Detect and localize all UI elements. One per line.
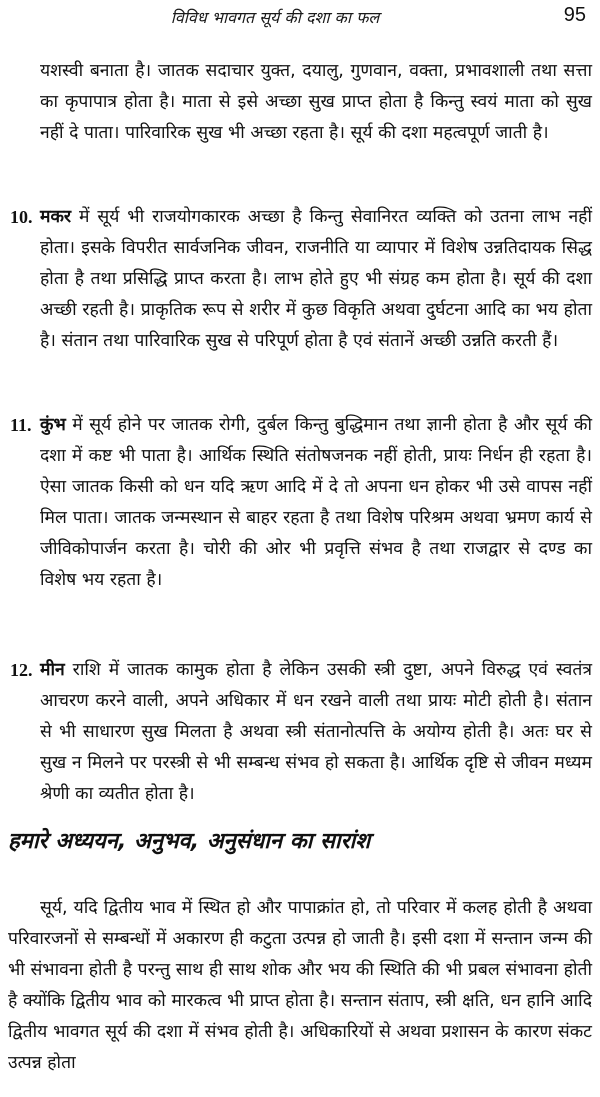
- item-number: 10.: [10, 207, 33, 227]
- item-keyword: कुंभ: [40, 415, 66, 435]
- item-keyword: मीन: [40, 660, 65, 680]
- section-heading: हमारे अध्ययन, अनुभव, अनुसंधान का सारांश: [8, 829, 371, 854]
- item-number: 12.: [10, 660, 33, 680]
- continuation-paragraph: यशस्वी बनाता है। जातक सदाचार युक्त, दयालु, गुणवान, वक्ता, प्रभावशाली तथा सत्ता का कृपापात्र होता है। माता से इसे अच्छा सुख प्राप्त होता है किन्तु स्वयं माता को सुख नहीं दे पाता। पारिवारिक सुख भी अच्छा रहता है। सूर्य की दशा महत्वपूर्ण जाती है।: [40, 61, 592, 143]
- item-number: 11.: [10, 415, 32, 435]
- running-title: विविध भावगत सूर्य की दशा का फल: [170, 8, 380, 27]
- item-body: [40, 655, 592, 810]
- running-header: [0, 2, 600, 32]
- item-text: में सूर्य भी राजयोगकारक अच्छा है किन्तु सेवानिरत व्यक्ति को उतना लाभ नहीं होता। इसके विपरीत सार्वजनिक जीवन, राजनीति या व्यापार में विशेष उन्नतिदायक सिद्ध होता है तथा प्रसिद्धि प्राप्त करता है। लाभ होते हुए भी संग्रह कम होता है। सूर्य की दशा अच्छी रहती है। प्राकृतिक रूप से शरीर में कुछ विकृति अथवा दुर्घटना आदि का भय होता है। संतान तथा पारिवारिक सुख से परिपूर्ण होता है एवं संतानें अच्छी उन्नति करती हैं।: [40, 207, 592, 351]
- item-text: राशि में जातक कामुक होता है लेकिन उसकी स्त्री दुष्टा, अपने विरुद्ध एवं स्वतंत्र आचरण करने वाली, अपने अधिकार में धन रखने वाली तथा प्रायः मोटी होती है। संतान से भी साधारण सुख मिलता है अथवा स्त्री संतानोत्पत्ति के अयोग्य होती है। अतः घर से सुख न मिलने पर परस्त्री से भी सम्बन्ध संभव हो सकता है। आर्थिक दृष्टि से जीवन मध्यम श्रेणी का व्यतीत होता है।: [40, 660, 592, 804]
- page-number: 95: [563, 4, 586, 26]
- summary-paragraph: सूर्य, यदि द्वितीय भाव में स्थित हो और पापाक्रांत हो, तो परिवार में कलह होती है अथवा परिवारजनों से सम्बन्धों में अकारण ही कटुता उत्पन्न हो जाती है। इसी दशा में सन्तान जन्म की भी संभावना होती है परन्तु साथ ही साथ शोक और भय की स्थिति की भी प्रबल संभावना होती है क्योंकि द्वितीय भाव को मारकत्व भी प्राप्त होता है। सन्तान संताप, स्त्री क्षति, धन हानि आदि द्वितीय भावगत सूर्य की दशा में संभव होती है। अधिकारियों से अथवा प्रशासन के कारण संकट उत्पन्न होता: [8, 898, 592, 1073]
- item-keyword: मकर: [40, 207, 72, 227]
- item-text: में सूर्य होने पर जातक रोगी, दुर्बल किन्तु बुद्धिमान तथा ज्ञानी होता है और सूर्य की दशा में कष्ट भी पाता है। आर्थिक स्थिति संतोषजनक नहीं होती, प्रायः निर्धन ही रहता है। ऐसा जातक किसी को धन यदि ऋण आदि में दे तो अपना धन होकर भी उसे वापस नहीं मिल पाता। जातक जन्मस्थान से बाहर रहता है तथा विशेष परिश्रम अथवा भ्रमण कार्य से जीविकोपार्जन करता है। चोरी की ओर भी प्रवृत्ति संभव है तथा राजद्वार से दण्ड का विशेष भय रहता है।: [40, 415, 592, 590]
- item-body: [40, 410, 592, 596]
- item-body: [40, 202, 592, 357]
